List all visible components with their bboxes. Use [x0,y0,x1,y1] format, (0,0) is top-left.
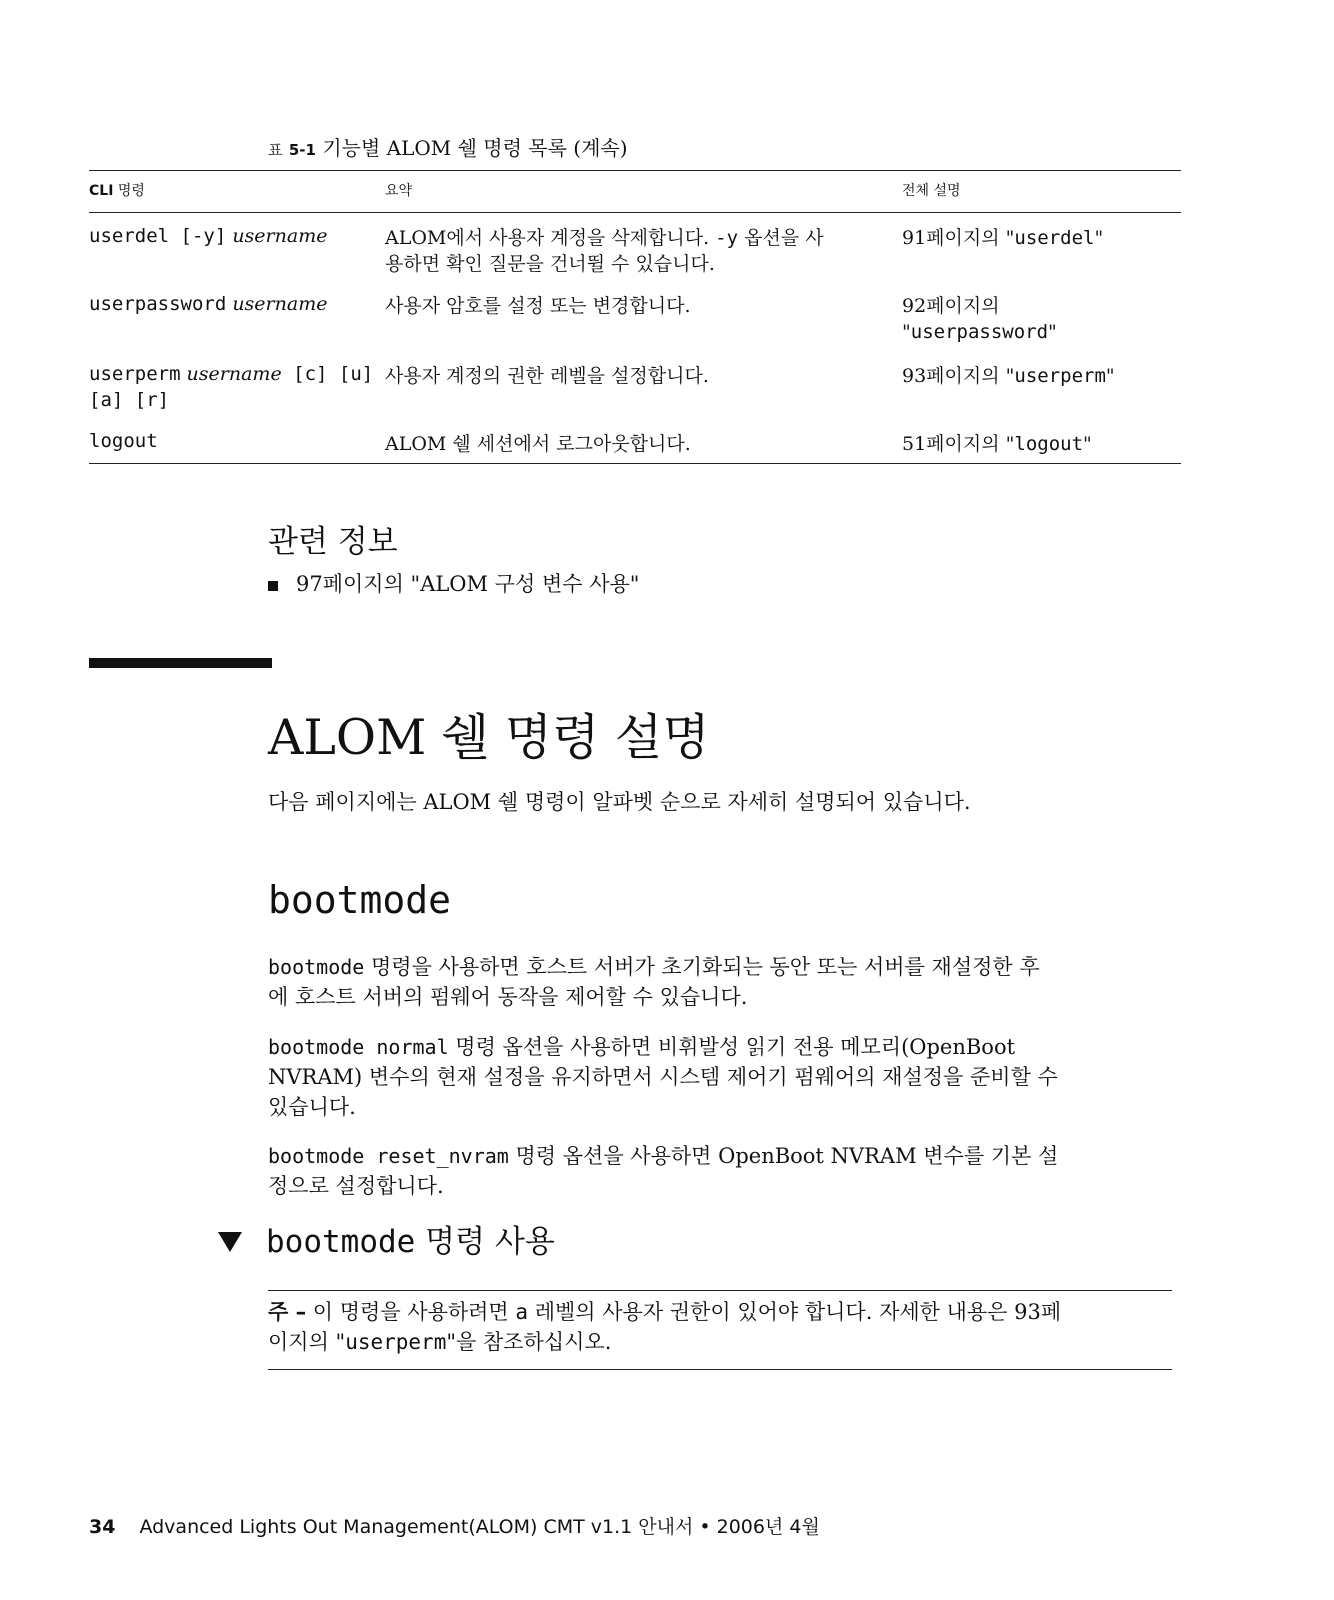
para-text-line2: 정으로 설정합니다. [268,1174,444,1198]
page-footer [89,1512,820,1539]
page-number: 34 [89,1516,116,1538]
ref-code: userdel [1014,227,1095,249]
cmd-arg: username [226,225,328,247]
paragraph-1 [268,952,1168,1012]
ref-quote: " [1105,365,1115,387]
procedure-heading [218,1216,555,1261]
procedure-code: bootmode [266,1224,416,1260]
ref-quote: " [1048,321,1057,343]
ref-text: 91페이지의 " [902,227,1015,249]
table-row-reference [902,431,1092,457]
note [268,1297,1168,1357]
square-bullet-icon [268,581,278,591]
footer-text: Advanced Lights Out Management(ALOM) CMT v1.1 안내서 • 2006년 4월 [139,1516,820,1538]
table-row-summary: ALOM 쉘 세션에서 로그아웃합니다. [385,433,691,455]
section-intro: 다음 페이지에는 ALOM 쉘 명령이 알파벳 순으로 자세히 설명되어 있습니다. [268,790,971,814]
table-top-rule [89,170,1181,171]
para-text: 명령 옵션을 사용하면 OpenBoot NVRAM 변수를 기본 설 [508,1144,1059,1168]
triangle-down-icon [218,1232,242,1252]
table-header-rule [89,212,1181,213]
note-text-b: 레벨의 사용자 권한이 있어야 합니다. 자세한 내용은 93페 [528,1300,1062,1324]
para-code: bootmode normal [268,1035,449,1059]
ref-code: userperm [1014,365,1106,387]
para-text: 명령 옵션을 사용하면 비휘발성 읽기 전용 메모리(OpenBoot [448,1035,1016,1059]
related-info-heading: 관련 정보 [268,524,398,560]
para-code: bootmode [268,955,365,979]
related-info-item [268,568,639,598]
cmd-options: [c] [u] [281,363,374,385]
summary-code: -y [715,227,739,249]
para-text-line2: 에 호스트 서버의 펌웨어 동작을 제어할 수 있습니다. [268,985,748,1009]
cmd-code: userpassword [89,293,227,315]
caption-text: 기능별 ALOM 쉘 명령 목록 (계속) [322,136,628,160]
ref-code: logout [1014,433,1084,455]
ref-code: userpassword [910,321,1049,343]
ref-quote: " [1083,433,1092,455]
header-command-label: 명령 [113,183,145,199]
table-row-summary [385,225,885,277]
cmd-code: userperm [89,363,181,385]
command-title: bootmode [268,878,452,922]
note-text-line2: 이지의 " [268,1330,346,1354]
para-text: 명령을 사용하면 호스트 서버가 초기화되는 동안 또는 서버를 재설정한 후 [364,955,1040,979]
note-text-line2-b: "을 참조하십시오. [446,1330,612,1354]
related-link[interactable]: 97페이지의 "ALOM 구성 변수 사용" [296,572,640,596]
ref-text: 92페이지의 [902,295,1000,317]
table-bottom-rule [89,463,1181,464]
table-row-reference [902,293,1057,345]
procedure-text: 명령 사용 [415,1224,555,1260]
summary-text-line2: 용하면 확인 질문을 건너뛸 수 있습니다. [385,253,715,275]
header-cli: CLI [89,183,114,199]
section-divider-bar [89,658,272,668]
cmd-options-line2: [a] [r] [89,389,170,411]
caption-prefix: 표 [268,141,283,159]
table-row-summary: 사용자 계정의 권한 레벨을 설정합니다. [385,365,709,387]
summary-text-b: 옵션을 사 [738,227,824,249]
note-label: 주 – [268,1300,307,1324]
note-top-rule [268,1290,1172,1291]
table-row-reference [902,225,1103,251]
para-text-line3: 있습니다. [268,1095,356,1119]
table-row-reference [902,363,1115,389]
table-header-summary: 요약 [385,183,413,199]
table-row-summary: 사용자 암호를 설정 또는 변경합니다. [385,295,691,317]
table-header-command [89,180,145,200]
caption-number: 5-1 [288,141,316,159]
cmd-code: userdel [-y] [89,225,227,247]
note-code: a [515,1300,529,1324]
section-title: ALOM 쉘 명령 설명 [268,709,710,766]
summary-text: ALOM에서 사용자 계정을 삭제합니다. [385,227,716,249]
cmd-arg: username [226,293,328,315]
cmd-code: logout [89,430,158,452]
note-code-line2: userperm [345,1330,447,1354]
ref-quote-open: " [902,321,911,343]
ref-text: 93페이지의 " [902,365,1015,387]
paragraph-2 [268,1032,1168,1122]
table-header-description: 전체 설명 [902,183,961,199]
note-text: 이 명령을 사용하려면 [306,1300,516,1324]
para-code: bootmode reset_nvram [268,1144,509,1168]
para-text-line2: NVRAM) 변수의 현재 설정을 유지하면서 시스템 제어기 펌웨어의 재설정을 준비할 수 [268,1065,1058,1089]
table-caption [268,132,628,161]
table-row-cmd [89,291,327,317]
cmd-arg: username [180,363,282,385]
table-row-cmd [89,361,379,413]
note-bottom-rule [268,1369,1172,1370]
ref-quote: " [1094,227,1104,249]
ref-text: 51페이지의 " [902,433,1015,455]
paragraph-3 [268,1141,1168,1201]
table-row-cmd [89,428,158,454]
table-row-cmd [89,223,327,249]
